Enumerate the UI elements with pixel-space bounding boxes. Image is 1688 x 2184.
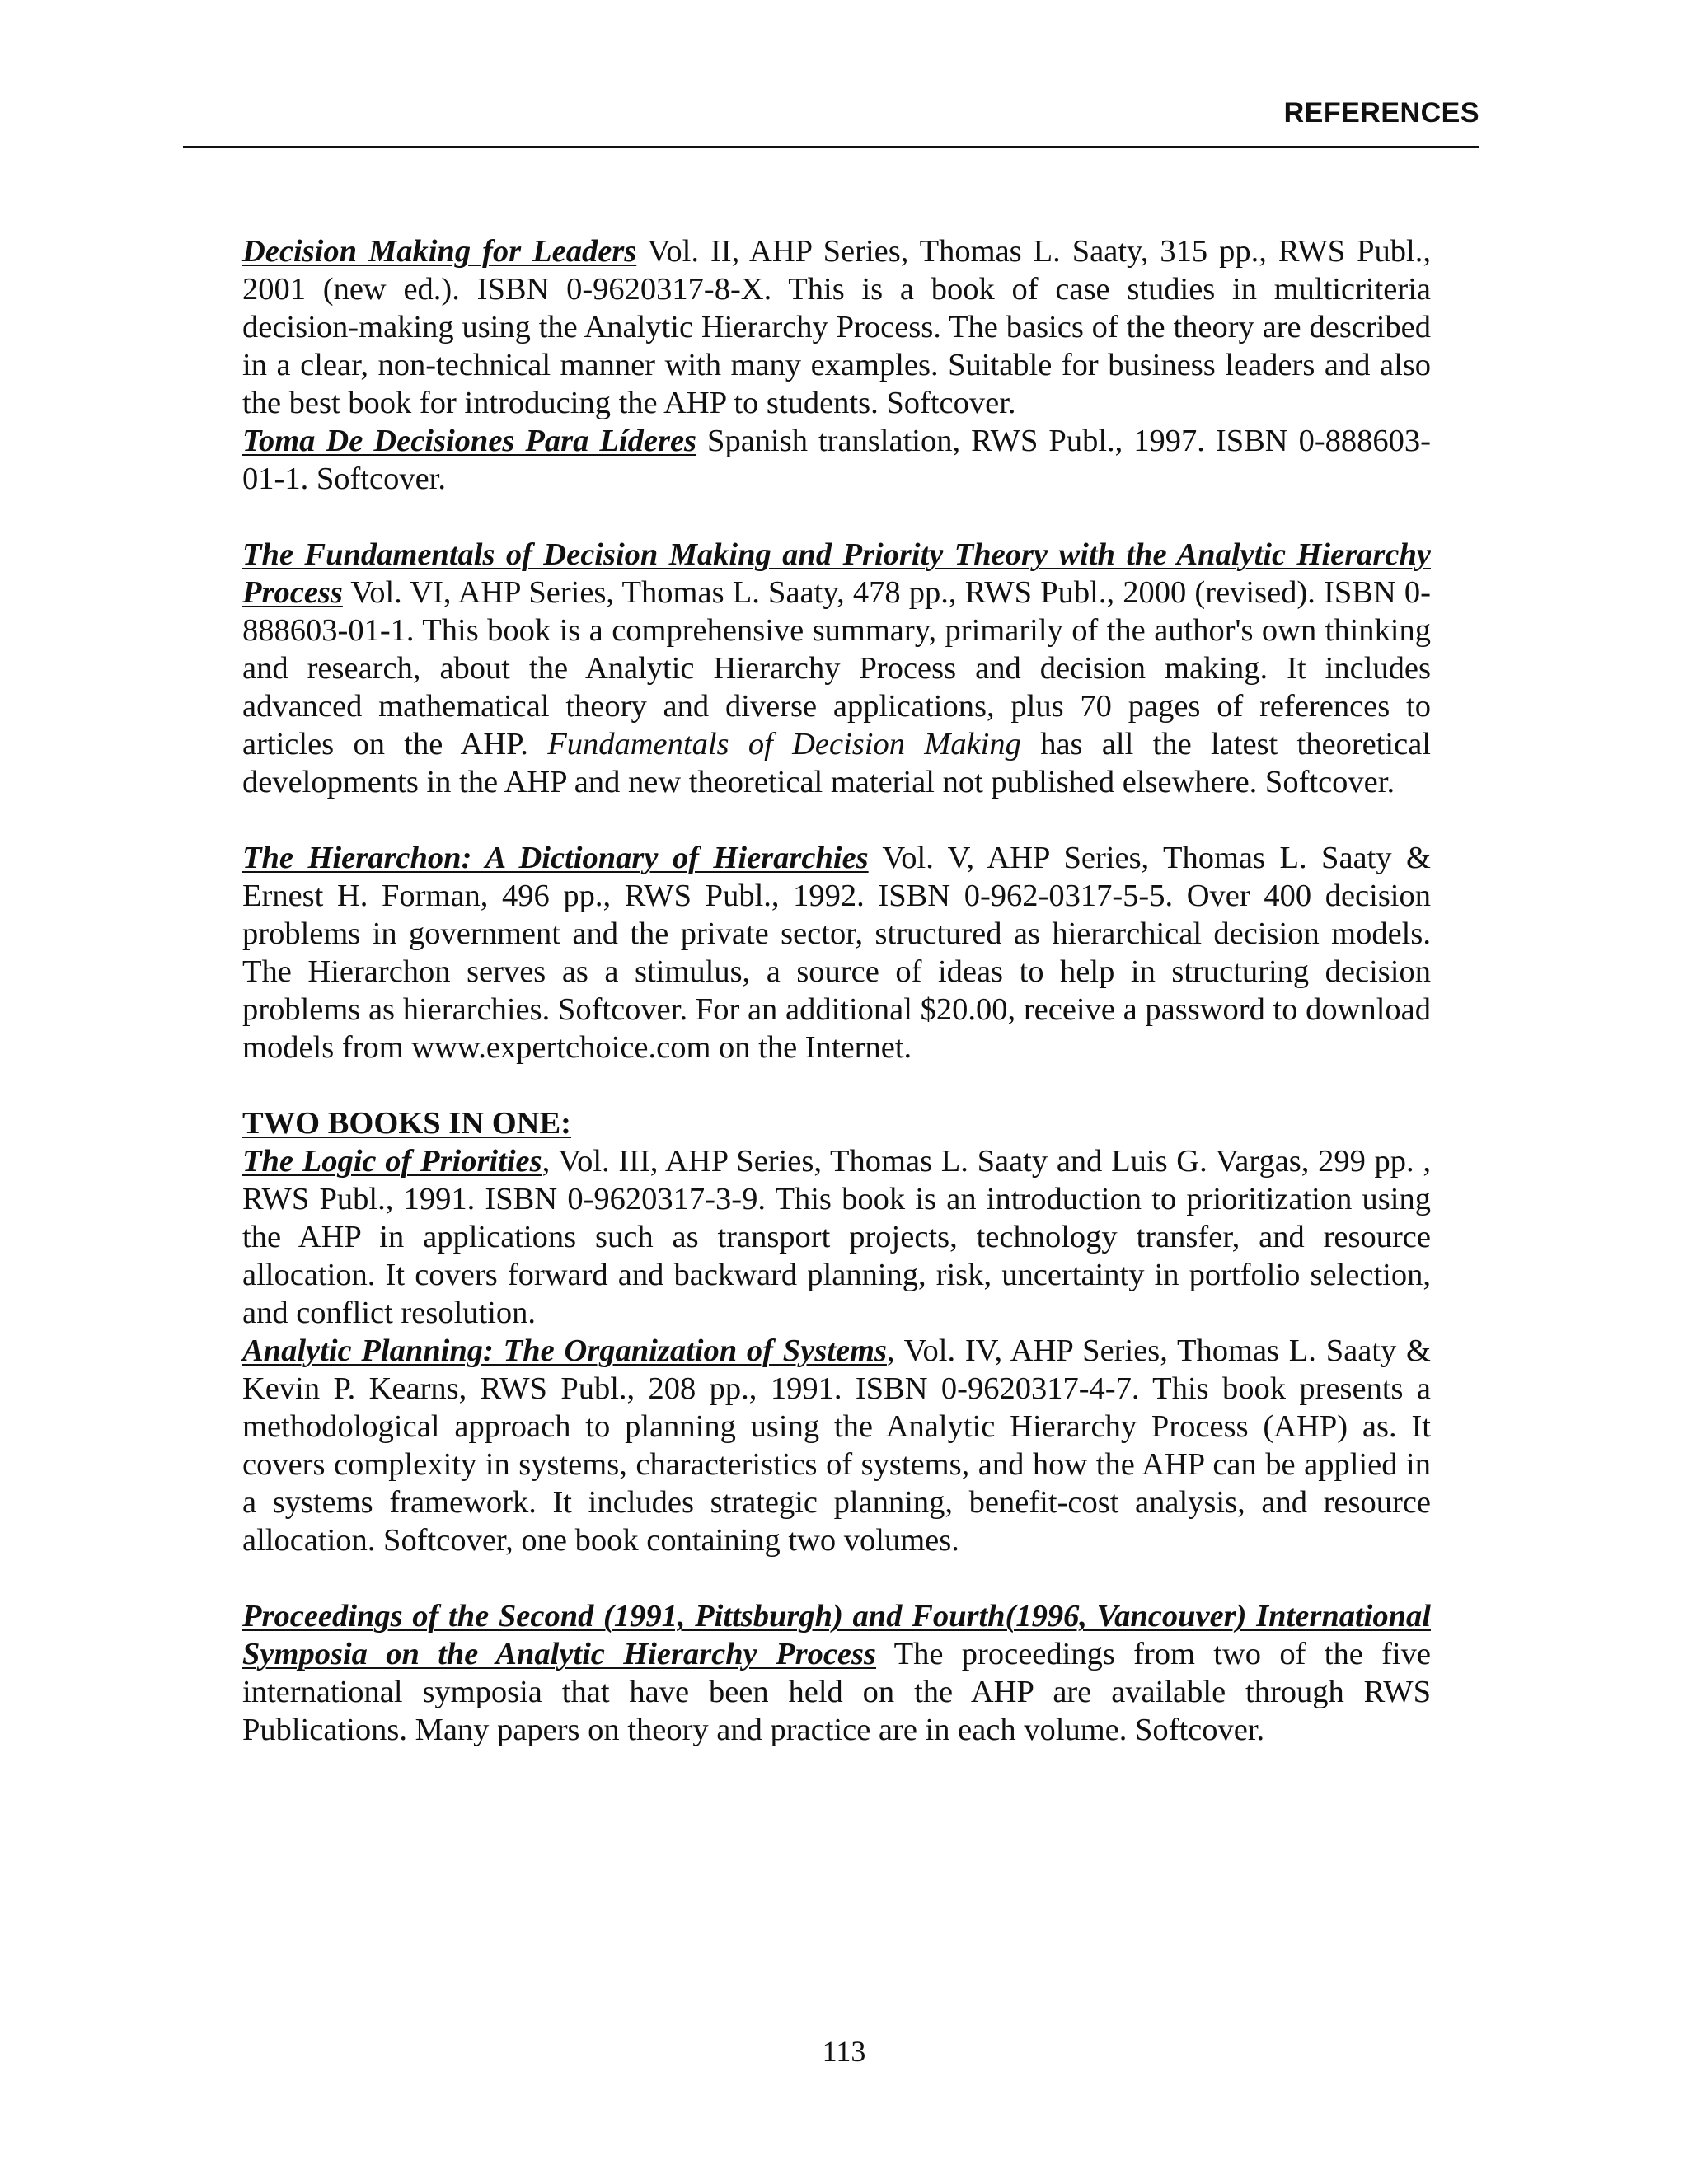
running-header (183, 92, 1479, 148)
reference-entry-fundamentals-of-decision-making (242, 536, 1431, 801)
running-header-title: REFERENCES (1283, 97, 1479, 129)
section-heading: TWO BOOKS IN ONE: (242, 1106, 571, 1141)
reference-title: Toma De Decisiones Para Líderes (242, 424, 697, 458)
reference-entry-hierarchon (242, 839, 1431, 1066)
reference-text-continued: has all the latest theoretical developments in the AHP and new theoretical material not published elsewhere. Softcover. (242, 727, 1432, 799)
reference-text: , Vol. III, AHP Series, Thomas L. Saaty and Luis G. Vargas, 299 pp. , RWS Publ., 1991. ISBN 0-9620317-3-9. This book is an introduction to prioritization using the AHP in applications such as transport projects, technology transfer, and resource allocation. It covers forward and backward planning, risk, uncertainty in portfolio selection, and conflict resolution. (242, 1144, 1431, 1330)
reference-text: , Vol. IV, AHP Series, Thomas L. Saaty & Kevin P. Kearns, RWS Publ., 208 pp., 1991. ISBN 0-9620317-4-7. This book presents a methodological approach to planning using the Analytic Hierarchy Process (AHP) as. It covers complexity in systems, characteristics of systems, and how the AHP can be applied in a systems framework. It includes strategic planning, benefit-cost analysis, and resource allocation. Softcover, one book containing two volumes. (242, 1333, 1431, 1558)
section-heading-two-books (242, 1104, 1431, 1142)
reference-title: The Fundamentals of Decision Making and Priority Theory with the Analytic Hierarchy Process (242, 537, 1431, 610)
reference-title: Decision Making for Leaders (242, 234, 637, 269)
reference-text: The proceedings from two of the five international symposia that have been held on the AHP are available through RWS Publications. Many papers on theory and practice are in each volume. Softcover. (242, 1637, 1431, 1747)
reference-title: Analytic Planning: The Organization of Systems (242, 1333, 887, 1368)
reference-entry-logic-of-priorities (242, 1142, 1431, 1332)
reference-title: Proceedings of the Second (1991, Pittsburgh) and Fourth(1996, Vancouver) International Symposia on the Analytic Hierarchy Process (242, 1599, 1431, 1671)
reference-entry-decision-making-for-leaders (242, 232, 1431, 422)
reference-entry-analytic-planning (242, 1332, 1431, 1559)
reference-text: Vol. V, AHP Series, Thomas L. Saaty & Ernest H. Forman, 496 pp., RWS Publ., 1992. ISBN 0-962-0317-5-5. Over 400 decision problems in government and the private sector, structured as hierarchical decision models. The Hierarchon serves as a stimulus, a source of ideas to help in structuring decision problems as hierarchies. Softcover. For an additional $20.00, receive a password to download models from www.expertchoice.com on the Internet. (242, 841, 1431, 1065)
reference-entry-proceedings (242, 1597, 1431, 1749)
reference-text: Vol. II, AHP Series, Thomas L. Saaty, 315 pp., RWS Publ., 2001 (new ed.). ISBN 0-9620317-8-X. This is a book of case studies in multicriteria decision-making using the Analytic Hierarchy Process. The basics of the theory are described in a clear, non-technical manner with many examples. Suitable for business leaders and also the best book for introducing the AHP to students. Softcover. (242, 234, 1431, 420)
reference-entry-toma-de-decisiones (242, 422, 1431, 498)
reference-text: Vol. VI, AHP Series, Thomas L. Saaty, 478 pp., RWS Publ., 2000 (revised). ISBN 0-888603-01-1. This book is a comprehensive summary, primarily of the author's own thinking and research, about the Analytic Hierarchy Process and decision making. It includes advanced mathematical theory and diverse applications, plus 70 pages of references to articles on the AHP. (242, 575, 1431, 762)
reference-title: The Logic of Priorities (242, 1144, 542, 1179)
reference-text: Spanish translation, RWS Publ., 1997. ISBN 0-888603-01-1. Softcover. (242, 424, 1432, 496)
page-number: 113 (822, 2035, 866, 2068)
reference-title: The Hierarchon: A Dictionary of Hierarchies (242, 841, 869, 875)
reference-italic-title: Fundamentals of Decision Making (547, 727, 1021, 762)
references-list (242, 232, 1431, 1749)
